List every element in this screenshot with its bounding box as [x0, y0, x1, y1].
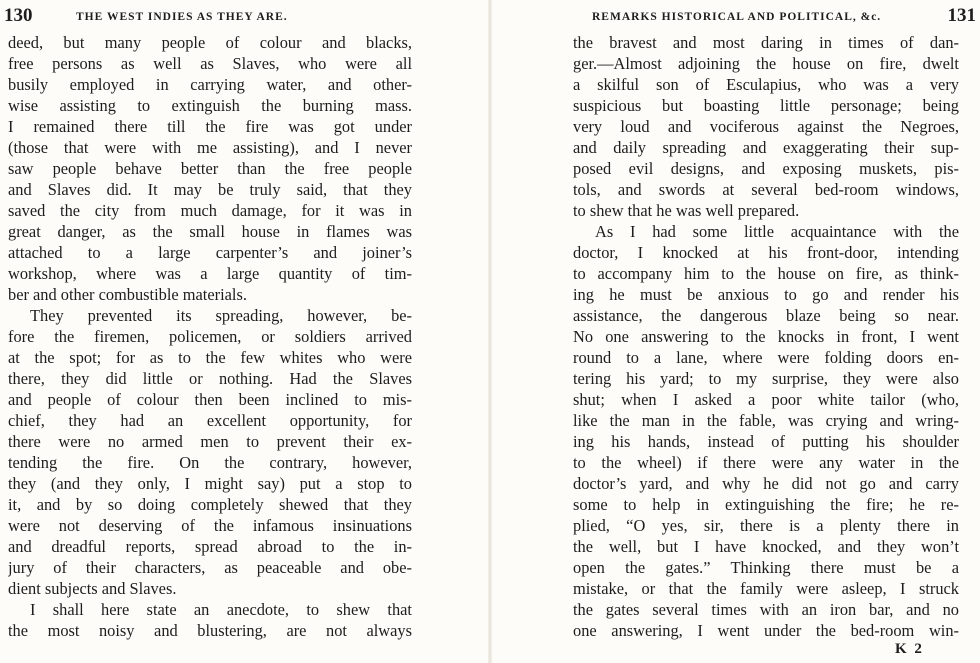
text-line: round to a lane, where were folding doors en-: [573, 348, 959, 367]
text-line: ing he must be anxious to go and render his: [573, 285, 959, 304]
text-line: They prevented its spreading, however, be-: [30, 306, 412, 325]
text-line: at the spot; for as to the few whites who were: [8, 348, 412, 367]
left-running-head: [4, 6, 474, 26]
text-line: the most noisy and blustering, are not always: [8, 621, 412, 640]
text-line: were not deserving of the infamous insinuations: [8, 516, 412, 535]
text-line: free persons as well as Slaves, who were all: [8, 54, 412, 73]
text-line: to shew that he was well prepared.: [573, 201, 800, 220]
text-line: they (and they only, I might say) put a stop to: [8, 474, 412, 493]
text-line: I remained there till the fire was got under: [8, 117, 412, 136]
text-line: attached to a large carpenter’s and joiner’s: [8, 243, 412, 262]
text-line: As I had some little acquaintance with the: [595, 222, 959, 241]
text-line: wise assisting to extinguish the burning mass.: [8, 96, 412, 115]
text-line: tering his yard; to my surprise, they were also: [573, 369, 959, 388]
text-line: assistance, the dangerous blaze being so near.: [573, 306, 959, 325]
text-line: saved the city from much damage, for it was in: [8, 201, 412, 220]
text-line: tending the fire. On the contrary, however,: [8, 453, 412, 472]
text-line: and dreadful reports, spread abroad to the in-: [8, 537, 412, 556]
text-line: fore the firemen, policemen, or soldiers arrived: [8, 327, 412, 346]
left-body-text: [8, 32, 412, 641]
text-line: mistake, or that the family were asleep, I struck: [573, 579, 959, 598]
right-page-number: 131: [947, 5, 976, 26]
right-page: [490, 0, 980, 663]
text-line: open the gates.” Thinking there must be a: [573, 558, 959, 577]
left-page-number: 130: [4, 5, 33, 26]
signature-mark: K 2: [895, 641, 924, 657]
text-line: shut; when I asked a poor white tailor (who,: [573, 390, 959, 409]
text-line: No one answering to the knocks in front, I went: [573, 327, 959, 346]
text-line: and Slaves did. It may be truly said, that they: [8, 180, 412, 199]
text-line: like the man in the fable, was crying and wring-: [573, 411, 959, 430]
text-line: there, they did little or nothing. Had the Slaves: [8, 369, 412, 388]
text-line: and daily spreading and exaggerating their sup-: [573, 138, 959, 157]
text-line: deed, but many people of colour and blacks,: [8, 33, 412, 52]
text-line: very loud and vociferous against the Negroes,: [573, 117, 959, 136]
right-running-title: REMARKS HISTORICAL AND POLITICAL, &c.: [592, 11, 882, 23]
text-line: there were no armed men to prevent their ex-: [8, 432, 412, 451]
text-line: to the wheel) if there were any water in the: [573, 453, 959, 472]
text-line: saw people behave better than the free people: [8, 159, 412, 178]
text-line: busily employed in carrying water, and other-: [8, 75, 412, 94]
text-line: and people of colour then been inclined to mis-: [8, 390, 412, 409]
right-body-text: [573, 32, 959, 641]
text-line: to accompany him to the house on fire, as think-: [573, 264, 959, 283]
text-line: doctor, I knocked at his front-door, intending: [573, 243, 959, 262]
text-line: chief, they had an excellent opportunity, for: [8, 411, 412, 430]
text-line: (those that were with me assisting), and I never: [8, 138, 412, 157]
text-line: plied, “O yes, sir, there is a plenty there in: [573, 516, 959, 535]
text-line: a skilful son of Esculapius, who was a very: [573, 75, 959, 94]
text-line: great danger, as the small house in flames was: [8, 222, 412, 241]
text-line: dient subjects and Slaves.: [8, 579, 177, 598]
text-line: workshop, where was a large quantity of tim-: [8, 264, 412, 283]
text-line: some to help in extinguishing the fire; he re-: [573, 495, 959, 514]
text-line: ger.—Almost adjoining the house on fire, dwelt: [573, 54, 959, 73]
text-line: posed evil designs, and exposing muskets, pis-: [573, 159, 959, 178]
text-line: the well, but I have knocked, and they won’t: [573, 537, 959, 556]
text-line: doctor’s yard, and why he did not go and carry: [573, 474, 959, 493]
text-line: ing his hands, instead of putting his shoulder: [573, 432, 959, 451]
left-running-title: THE WEST INDIES AS THEY ARE.: [76, 11, 288, 23]
text-line: the gates several times with an iron bar, and no: [573, 600, 959, 619]
text-line: the bravest and most daring in times of dan-: [573, 33, 959, 52]
text-line: ber and other combustible materials.: [8, 285, 247, 304]
text-line: I shall here state an anecdote, to shew that: [30, 600, 412, 619]
right-running-head: [592, 6, 976, 26]
text-line: suspicious but boasting little personage; being: [573, 96, 959, 115]
text-line: it, and by so doing completely shewed that they: [8, 495, 412, 514]
text-line: one answering, I went under the bed-room win-: [573, 621, 959, 640]
text-line: tols, and swords at several bed-room windows,: [573, 180, 959, 199]
text-line: jury of their characters, as peaceable and obe-: [8, 558, 412, 577]
